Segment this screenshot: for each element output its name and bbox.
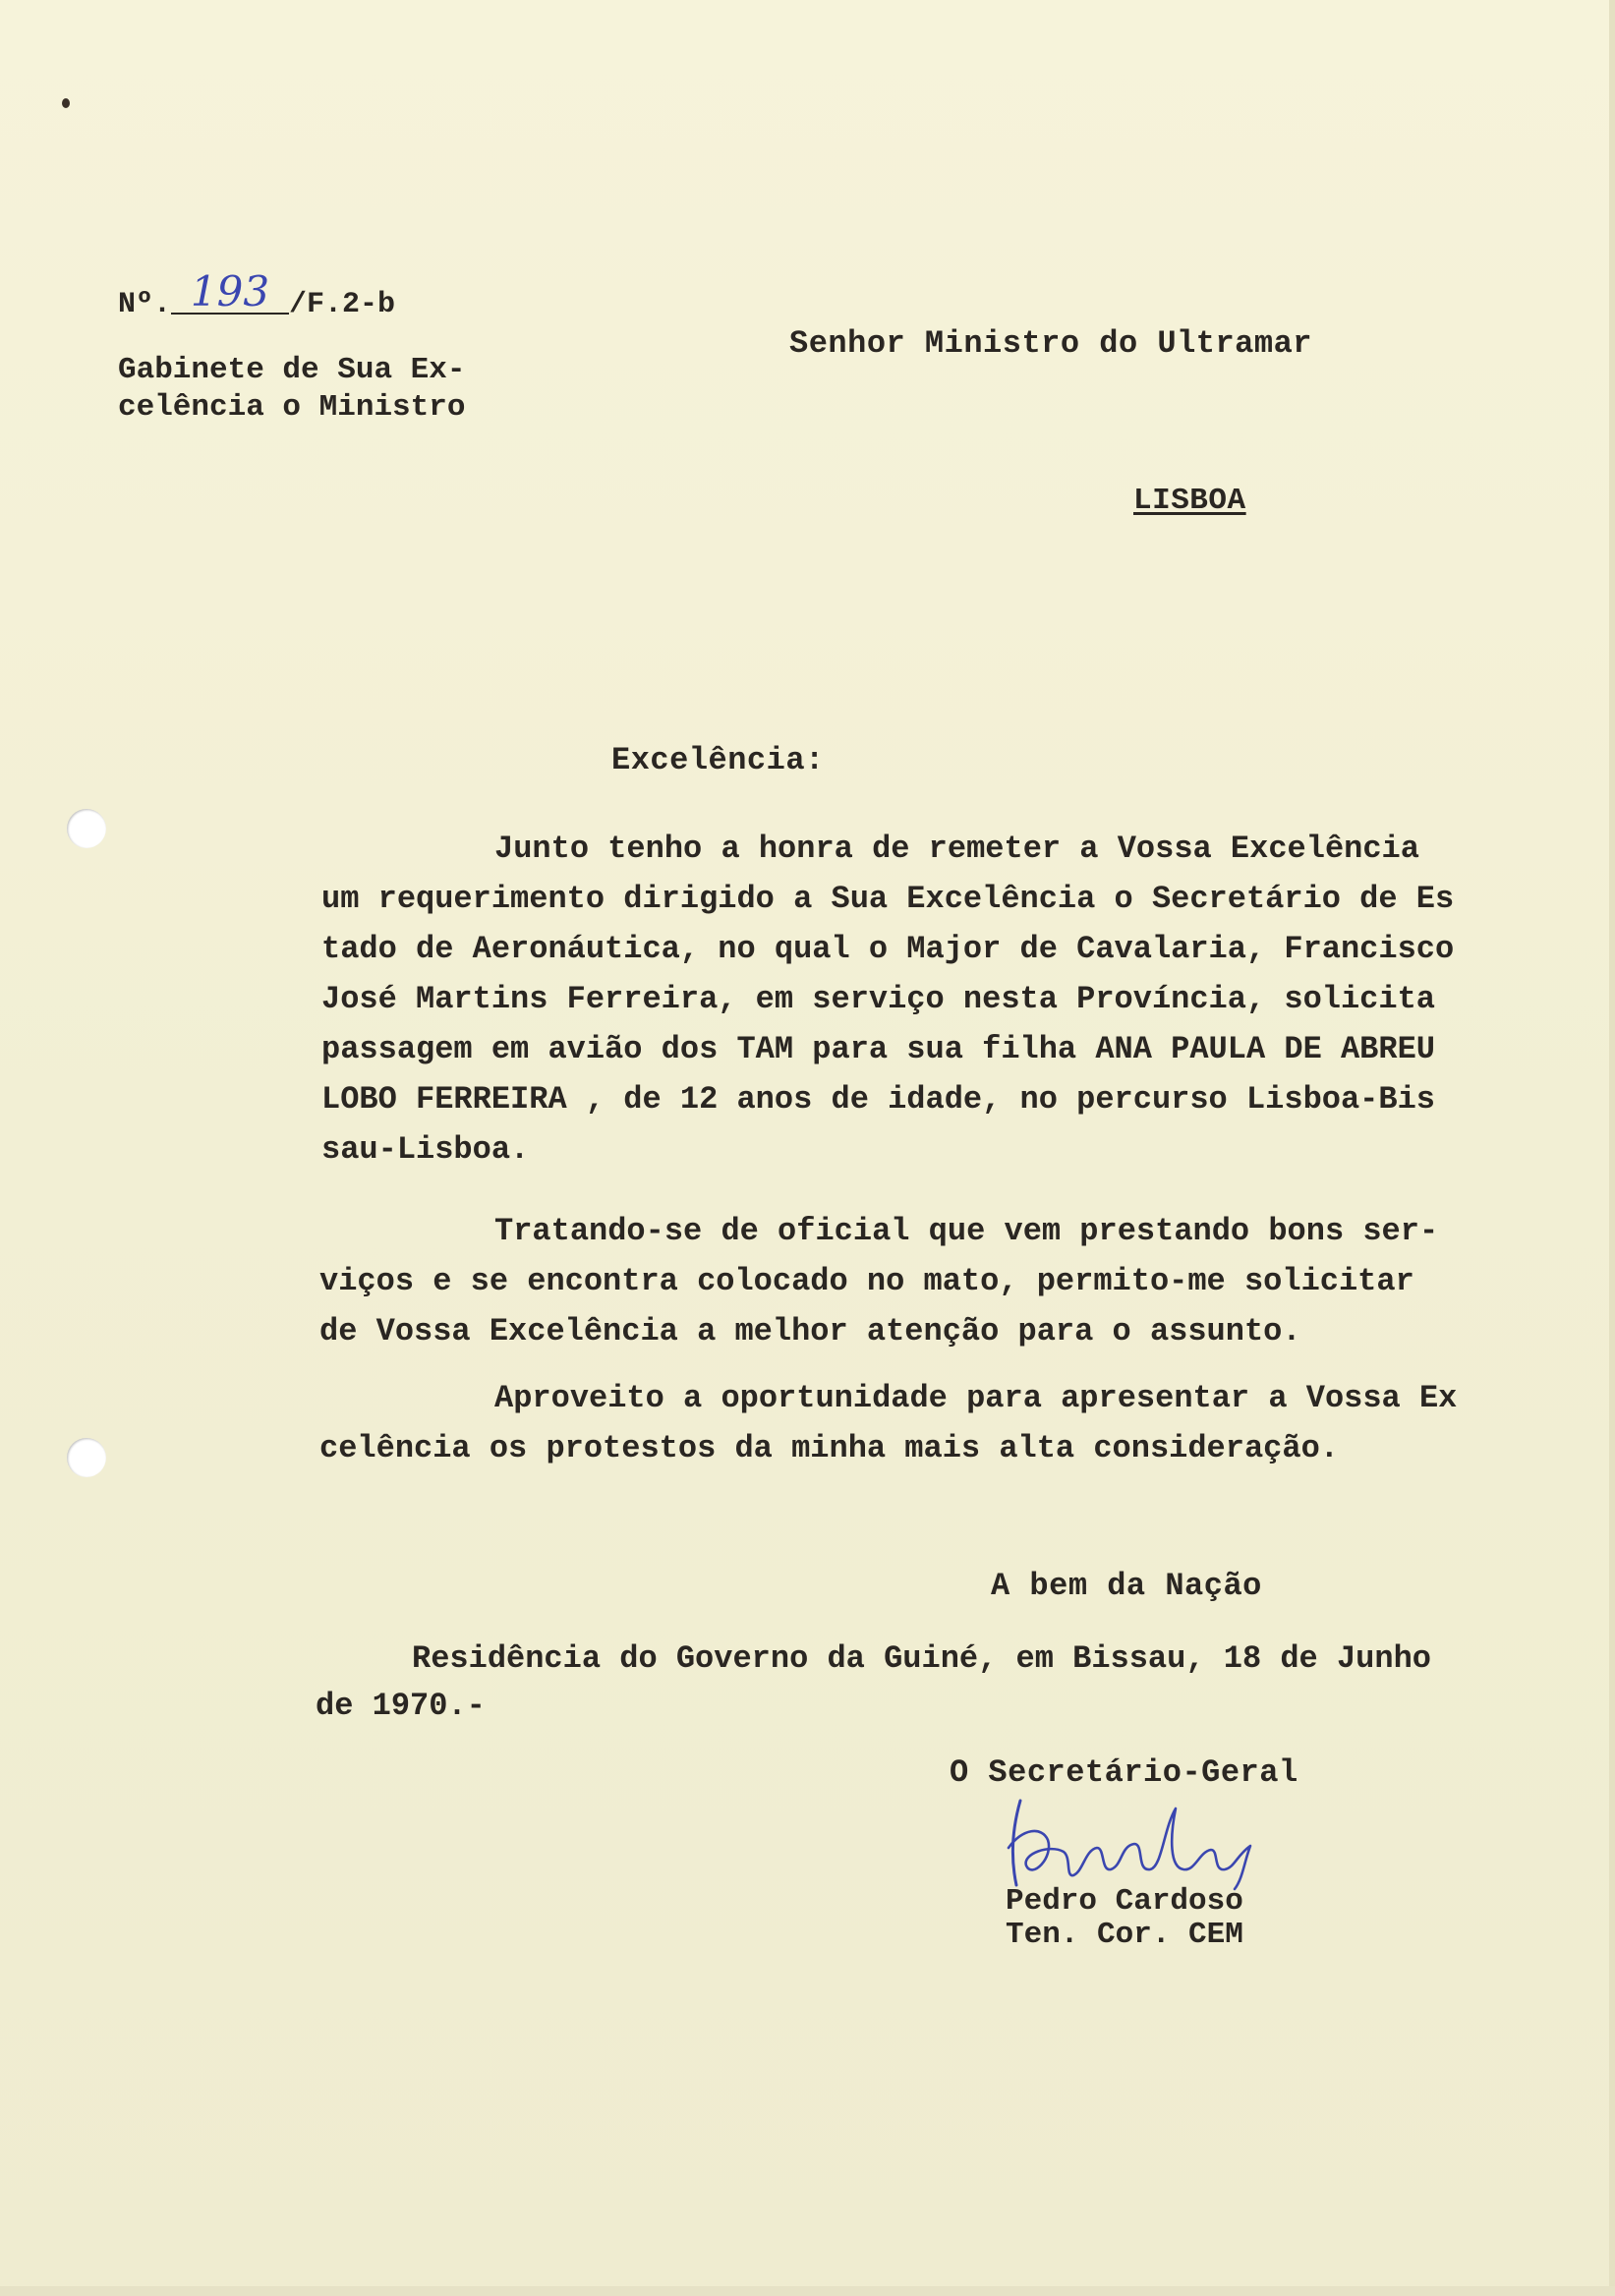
ref-suffix: /F.2-b (289, 288, 396, 321)
page-edge-bottom (0, 2286, 1615, 2296)
paragraph-line: LOBO FERREIRA , de 12 anos de idade, no percurso Lisboa-Bis (321, 1081, 1435, 1118)
closing-motto: A bem da Nação (991, 1568, 1262, 1604)
sender-office (118, 352, 465, 427)
reference-number (118, 267, 396, 321)
body-paragraph-1 (321, 824, 1454, 1175)
paragraph-line: José Martins Ferreira, em serviço nesta Província, solicita (321, 981, 1435, 1017)
paragraph-line: Aproveito a oportunidade para apresentar a Vossa Ex (494, 1380, 1458, 1416)
body-paragraph-3 (319, 1373, 1457, 1473)
signer-details (1006, 1885, 1243, 1952)
signer-name: Pedro Cardoso (1006, 1884, 1243, 1919)
page-edge-right (1609, 0, 1615, 2296)
paragraph-line: Junto tenho a honra de remeter a Vossa Excelência (494, 831, 1419, 867)
punch-hole-top (67, 809, 106, 848)
addressee-city: LISBOA (1133, 484, 1246, 518)
paragraph-line: tado de Aeronáutica, no qual o Major de Cavalaria, Francisco (321, 931, 1455, 967)
paragraph-line: passagem em avião dos TAM para sua filha ANA PAULA DE ABREU (321, 1031, 1435, 1067)
handwritten-ref-number: 193 (171, 271, 289, 315)
handwritten-signature (1003, 1789, 1278, 1897)
ref-prefix: Nº. (118, 288, 172, 321)
place-and-date (316, 1636, 1431, 1730)
salutation: Excelência: (611, 742, 825, 778)
ink-speck (62, 98, 70, 108)
paragraph-line: sau-Lisboa. (321, 1131, 530, 1168)
signer-title: O Secretário-Geral (950, 1754, 1298, 1791)
place-date-line: Residência do Governo da Guiné, em Bissau, 18 de Junho (412, 1640, 1431, 1677)
office-line: celência o Ministro (118, 390, 466, 425)
paragraph-line: de Vossa Excelência a melhor atenção para o assunto. (319, 1313, 1301, 1349)
paragraph-line: viços e se encontra colocado no mato, permito-me solicitar (319, 1263, 1414, 1299)
paragraph-line: Tratando-se de oficial que vem prestando bons ser- (494, 1213, 1439, 1249)
addressee: Senhor Ministro do Ultramar (789, 325, 1312, 362)
place-date-line: de 1970.- (316, 1688, 486, 1724)
paragraph-line: celência os protestos da minha mais alta consideração. (319, 1430, 1339, 1466)
body-paragraph-2 (319, 1206, 1438, 1356)
paragraph-line: um requerimento dirigido a Sua Excelência o Secretário de Es (321, 881, 1455, 917)
punch-hole-bottom (67, 1438, 106, 1477)
signer-rank: Ten. Cor. CEM (1006, 1918, 1243, 1952)
office-line: Gabinete de Sua Ex- (118, 353, 466, 387)
